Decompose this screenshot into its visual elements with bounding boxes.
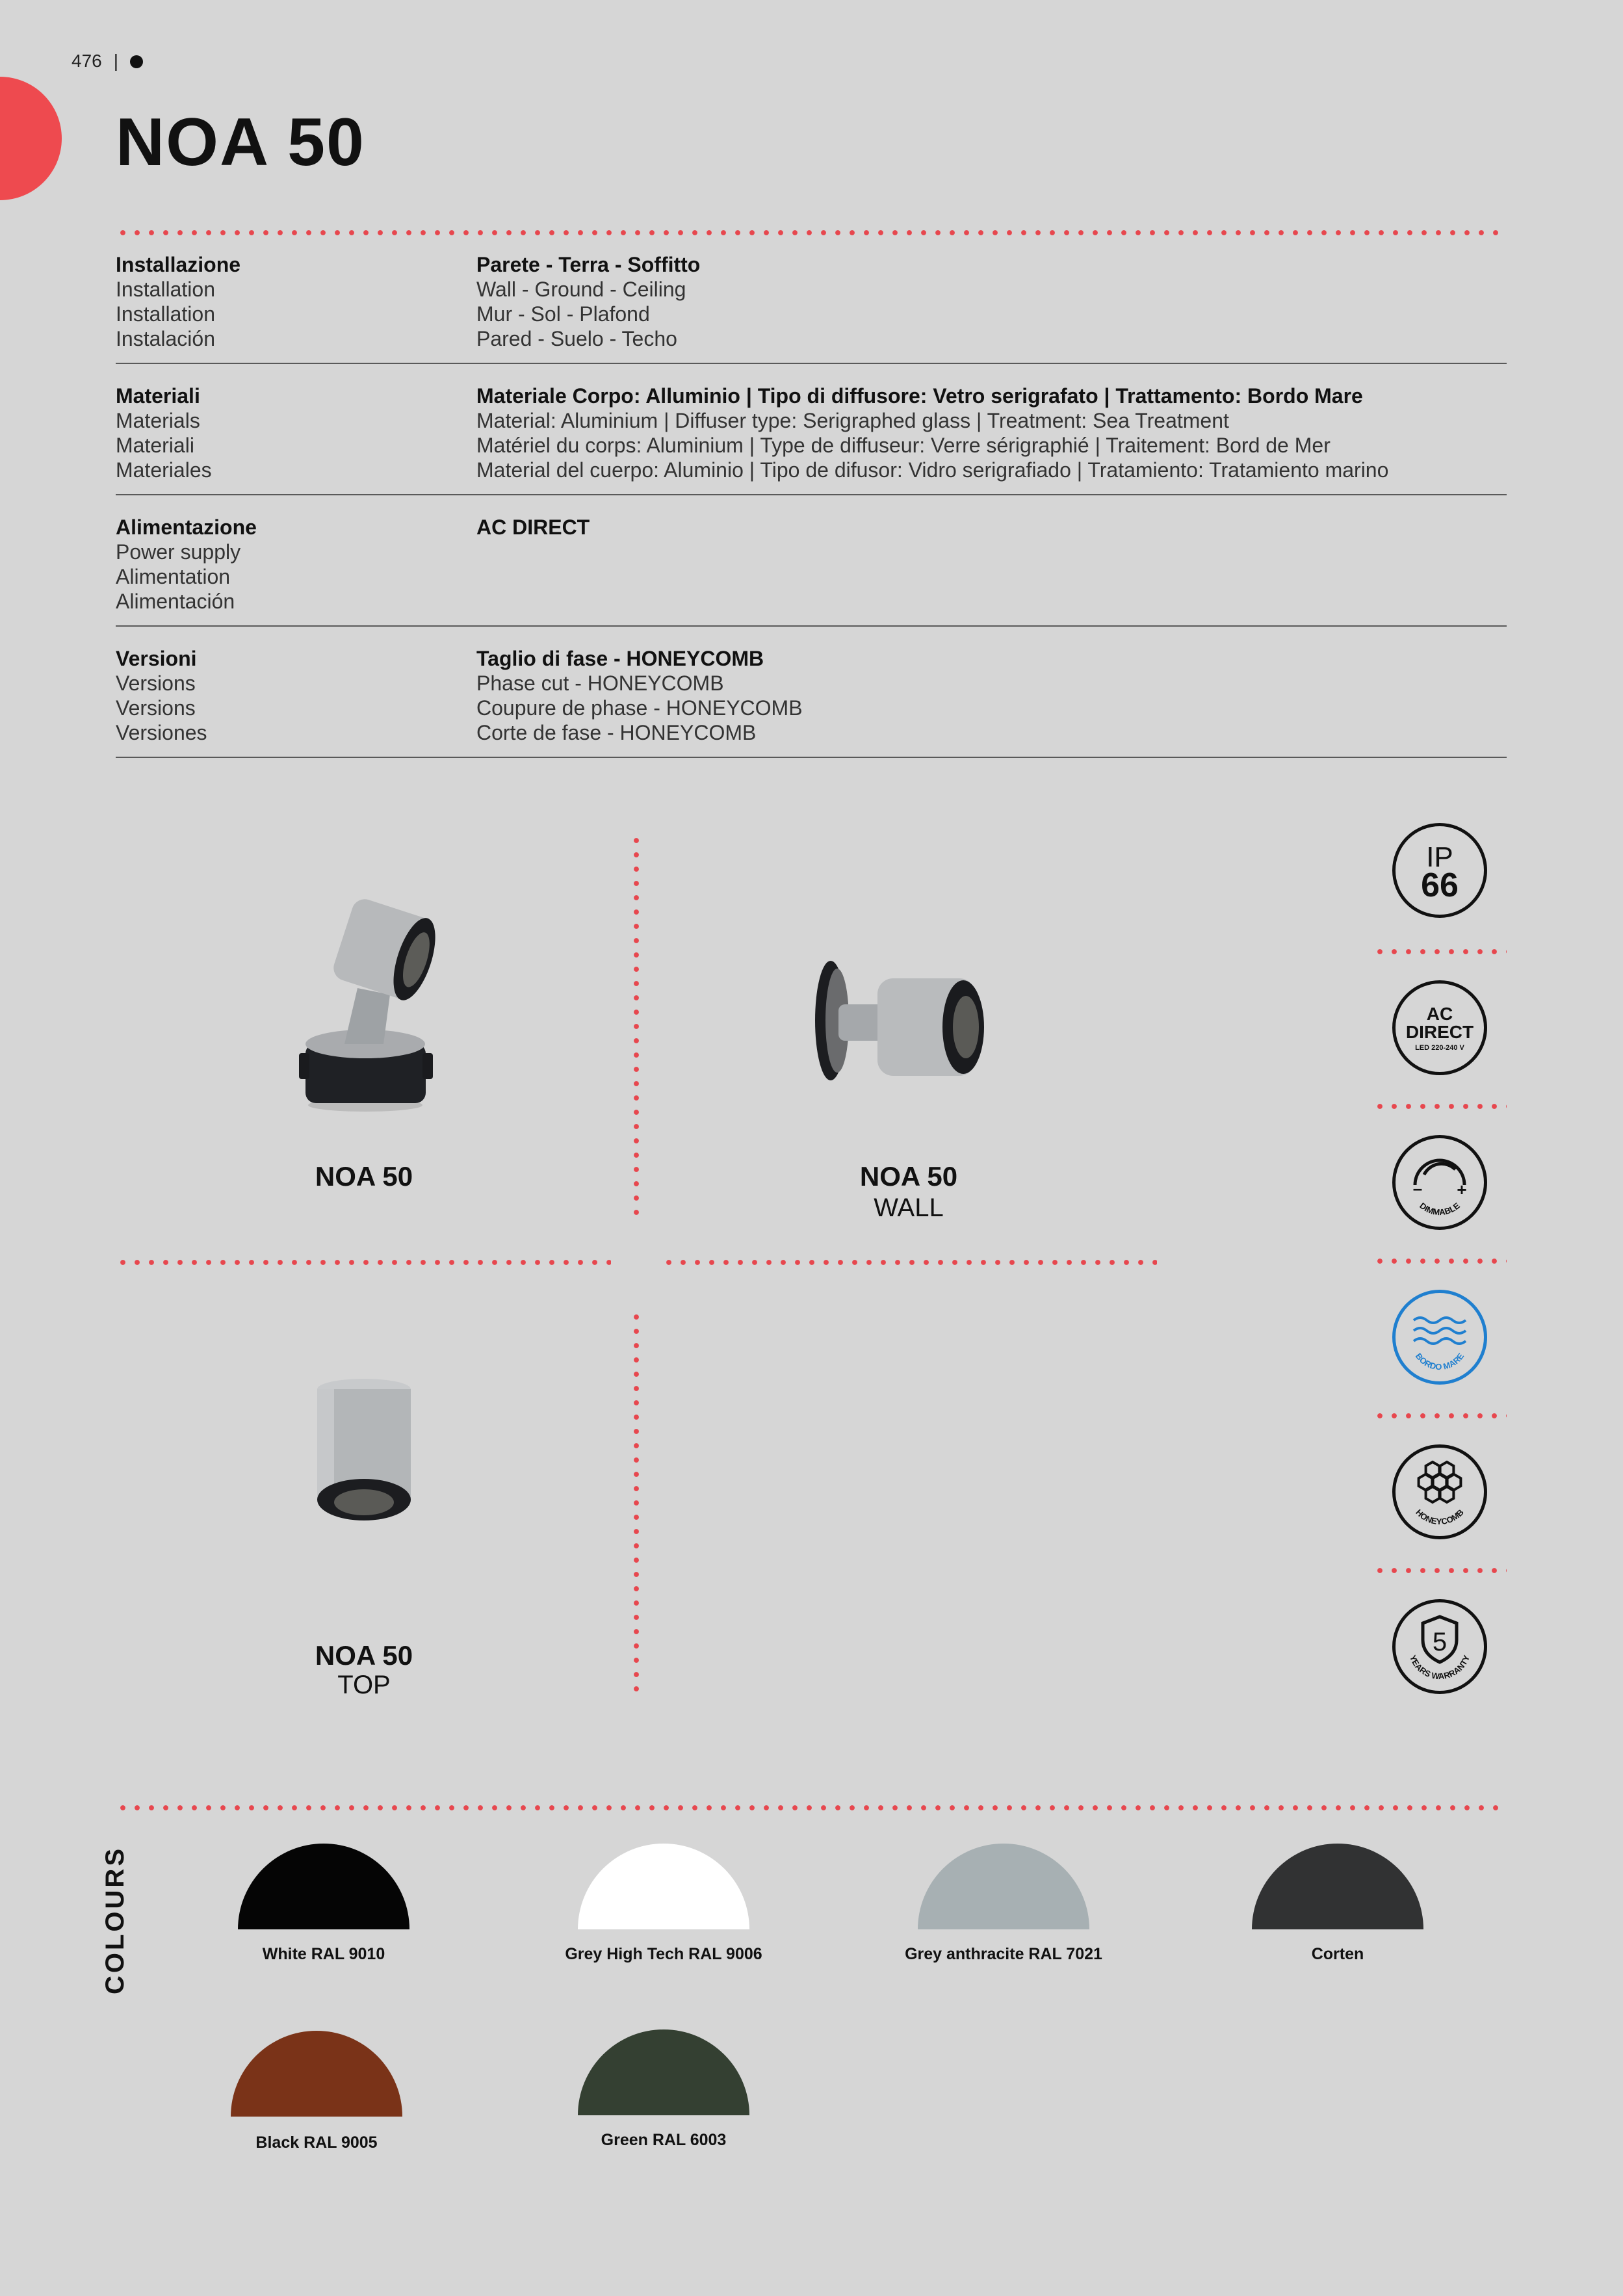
- ip-text: IP: [1426, 841, 1453, 873]
- ac-direct-icon: [1396, 984, 1484, 1072]
- dotted-divider-badge: [1373, 1413, 1507, 1418]
- waves-icon: [1396, 1293, 1484, 1381]
- colours-heading: COLOURS: [101, 1846, 129, 1994]
- ip-rating: 66: [1421, 867, 1459, 904]
- spec-labels: [116, 515, 454, 614]
- spec-row-versions: [116, 637, 1507, 758]
- ip66-icon: [1396, 826, 1484, 915]
- spec-label-es: Versiones: [116, 721, 207, 744]
- spec-values: [476, 646, 1510, 745]
- dotted-divider-mid-right: [662, 1260, 1157, 1265]
- page-title: NOA 50: [116, 105, 365, 180]
- ac-text: AC: [1426, 1004, 1453, 1024]
- product-image-noa50: [286, 891, 442, 1118]
- spec-values: [476, 384, 1510, 482]
- spec-value-fr: Coupure de phase - HONEYCOMB: [476, 696, 803, 720]
- spec-value-fr: Matériel du corps: Aluminium | Type de diffuseur: Verre sérigraphié | Traitement: Bord de Mer: [476, 434, 1331, 457]
- spec-value-es: Material del cuerpo: Aluminio | Tipo de difusor: Vidro serigrafiado | Tratamiento: Tratamiento marino: [476, 458, 1389, 482]
- product-name-noa50-wall: NOA 50: [859, 1161, 958, 1192]
- spec-label-it: Installazione: [116, 253, 241, 276]
- colour-label: Grey High Tech RAL 9006: [565, 1945, 762, 1963]
- warranty-years: 5: [1432, 1628, 1448, 1656]
- spec-label-en: Versions: [116, 672, 196, 695]
- page-number: [71, 51, 143, 72]
- voltage-text: LED 220-240 V: [1415, 1044, 1464, 1052]
- product-variant-wall: WALL: [874, 1194, 944, 1222]
- dimmable-badge: [1392, 1135, 1487, 1230]
- bordo-mare-badge: [1392, 1290, 1487, 1385]
- dim-plus: +: [1457, 1180, 1467, 1199]
- colour-label: Grey anthracite RAL 7021: [905, 1945, 1102, 1963]
- spec-values: [476, 252, 1510, 351]
- spec-label-en: Materials: [116, 409, 200, 432]
- spec-label-es: Alimentación: [116, 590, 235, 613]
- spec-value-es: Corte de fase - HONEYCOMB: [476, 721, 757, 744]
- colour-swatch: [918, 1844, 1089, 1929]
- dotted-divider-top: [116, 230, 1507, 235]
- colour-label: Black RAL 9005: [255, 2133, 378, 2152]
- spec-label-fr: Alimentation: [116, 565, 231, 588]
- svg-text:BORDO MARE: [1414, 1351, 1466, 1372]
- colour-swatch: [578, 2029, 749, 2115]
- spec-row-installation: [116, 243, 1507, 364]
- spec-label-fr: Versions: [116, 696, 196, 720]
- spec-value-en: Wall - Ground - Ceiling: [476, 278, 686, 301]
- spec-label-en: Installation: [116, 278, 215, 301]
- separator: |: [113, 51, 118, 71]
- page-number-text: 476: [71, 51, 102, 71]
- spec-value-it: Parete - Terra - Soffitto: [476, 253, 701, 276]
- spec-label-en: Power supply: [116, 540, 241, 564]
- svg-text:YEARS WARRANTY: [1408, 1654, 1472, 1682]
- product-name-noa50-top: NOA 50: [315, 1640, 413, 1671]
- direct-text: DIRECT: [1405, 1022, 1474, 1042]
- product-name-noa50: NOA 50: [315, 1161, 413, 1192]
- colour-swatch: [231, 2031, 402, 2117]
- dotted-divider-mid-left: [116, 1260, 611, 1265]
- svg-text:DIMMABLE: [1418, 1201, 1462, 1218]
- dotted-divider-badge: [1373, 949, 1507, 954]
- ip66-badge: [1392, 823, 1487, 918]
- shield-icon: [1396, 1602, 1484, 1691]
- spec-labels: [116, 252, 454, 351]
- dotted-divider-badge: [1373, 1568, 1507, 1573]
- dimmable-icon: [1396, 1138, 1484, 1227]
- bordo-mare-text: BORDO MARE: [1413, 1351, 1466, 1372]
- spec-value-fr: Mur - Sol - Plafond: [476, 302, 650, 326]
- dotted-divider-vertical-lower: [634, 1310, 639, 1697]
- spec-values: [476, 515, 1510, 540]
- spec-value-it: Materiale Corpo: Alluminio | Tipo di diffusore: Vetro serigrafato | Trattamento: Bordo Mare: [476, 384, 1363, 408]
- warranty-badge: [1392, 1599, 1487, 1694]
- spec-label-es: Instalación: [116, 327, 215, 350]
- spec-value-en: Phase cut - HONEYCOMB: [476, 672, 724, 695]
- spec-label-fr: Materiali: [116, 434, 194, 457]
- warranty-text: YEARS WARRANTY: [1407, 1654, 1472, 1682]
- dimmable-text: DIMMABLE: [1418, 1200, 1462, 1218]
- spec-row-power-supply: [116, 506, 1507, 627]
- spec-label-it: Alimentazione: [116, 515, 257, 539]
- honeycomb-text: HONEYCOMB: [1414, 1507, 1466, 1527]
- colour-swatch: [238, 1844, 409, 1929]
- spec-label-es: Materiales: [116, 458, 212, 482]
- honeycomb-badge: [1392, 1444, 1487, 1539]
- colour-label: Green RAL 6003: [601, 2131, 727, 2149]
- product-variant-top: TOP: [337, 1671, 391, 1699]
- colour-swatch: [1252, 1844, 1423, 1929]
- colour-label: White RAL 9010: [262, 1945, 385, 1963]
- spec-value-it: Taglio di fase - HONEYCOMB: [476, 647, 764, 670]
- spec-label-it: Materiali: [116, 384, 200, 408]
- colour-label: Corten: [1311, 1945, 1364, 1963]
- svg-text:HONEYCOMB: [1414, 1507, 1466, 1526]
- spec-labels: [116, 646, 454, 745]
- product-image-noa50-wall: [799, 946, 994, 1102]
- spec-row-materials: [116, 374, 1507, 495]
- dotted-divider-badge: [1373, 1259, 1507, 1264]
- ac-direct-badge: [1392, 980, 1487, 1075]
- bullet-icon: [130, 55, 143, 68]
- spec-labels: [116, 384, 454, 482]
- spec-label-fr: Installation: [116, 302, 215, 326]
- dim-minus: –: [1412, 1179, 1423, 1198]
- spec-label-it: Versioni: [116, 647, 197, 670]
- spec-value-en: Material: Aluminium | Diffuser type: Serigraphed glass | Treatment: Sea Treatment: [476, 409, 1229, 432]
- dotted-divider-vertical-upper: [634, 833, 639, 1222]
- spec-value-it: AC DIRECT: [476, 515, 590, 539]
- section-marker: [0, 77, 62, 200]
- spec-value-es: Pared - Suelo - Techo: [476, 327, 677, 350]
- dotted-divider-colours: [116, 1805, 1507, 1810]
- dotted-divider-badge: [1373, 1104, 1507, 1109]
- colour-swatch: [578, 1844, 749, 1929]
- product-image-noa50-top: [305, 1375, 422, 1537]
- honeycomb-icon: [1396, 1448, 1484, 1536]
